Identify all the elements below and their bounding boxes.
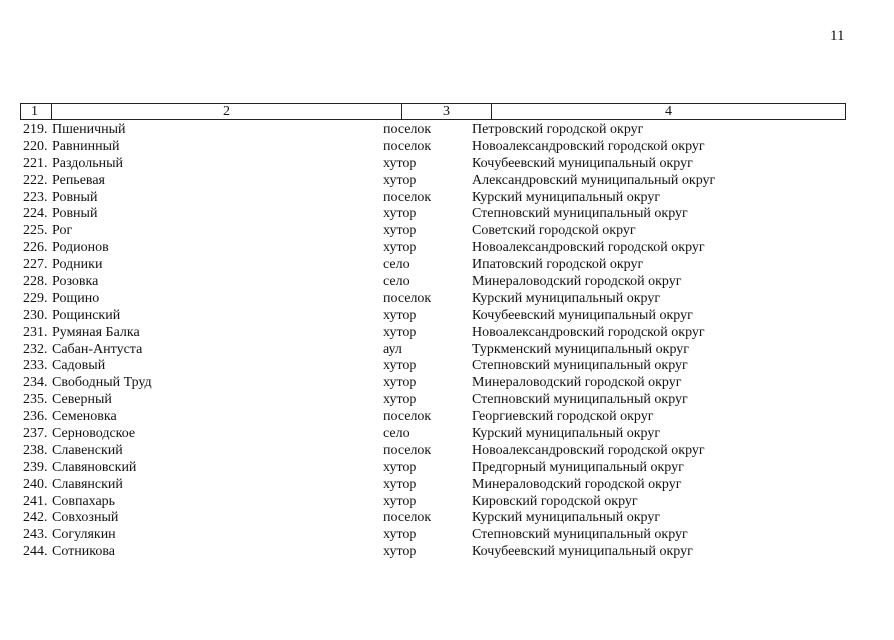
- table-row: [0, 408, 894, 425]
- district-name: Степновский муниципальный округ: [472, 527, 688, 543]
- table-row: [0, 509, 894, 526]
- district-name: Кочубеевский муниципальный округ: [472, 544, 693, 560]
- settlement-type: хутор: [383, 240, 417, 256]
- district-name: Курский муниципальный округ: [472, 189, 661, 205]
- row-number: 235.: [23, 392, 48, 408]
- row-number: 229.: [23, 290, 48, 306]
- settlement-type: хутор: [383, 155, 417, 171]
- row-number: 241.: [23, 493, 48, 509]
- table-row: [0, 459, 894, 476]
- table-row: [0, 391, 894, 408]
- settlement-type: поселок: [383, 442, 432, 458]
- district-name: Степновский муниципальный округ: [472, 358, 688, 374]
- row-number: 221.: [23, 155, 48, 171]
- settlement-type: хутор: [383, 493, 417, 509]
- row-number: 228.: [23, 274, 48, 290]
- settlement-name: Рощино: [52, 290, 100, 306]
- settlement-type: хутор: [383, 324, 417, 340]
- district-name: Курский муниципальный округ: [472, 426, 661, 442]
- table-row: [0, 543, 894, 560]
- table-row: [0, 476, 894, 493]
- district-name: Георгиевский городской округ: [472, 409, 654, 425]
- table-row: [0, 324, 894, 341]
- district-name: Туркменский муниципальный округ: [472, 341, 689, 357]
- district-name: Степновский муниципальный округ: [472, 206, 688, 222]
- district-name: Минераловодский городской округ: [472, 476, 682, 492]
- district-name: Предгорный муниципальный округ: [472, 459, 684, 475]
- settlement-type: поселок: [383, 189, 432, 205]
- settlement-type: поселок: [383, 510, 432, 526]
- district-name: Петровский городской округ: [472, 122, 644, 137]
- row-number: 226.: [23, 240, 48, 256]
- settlement-name: Родники: [52, 257, 103, 273]
- district-name: Курский муниципальный округ: [472, 290, 661, 306]
- settlement-type: хутор: [383, 375, 417, 391]
- settlement-type: поселок: [383, 138, 432, 154]
- table-row: [0, 189, 894, 206]
- settlement-name: Рог: [52, 223, 73, 239]
- settlement-name: Пшеничный: [52, 122, 126, 137]
- settlement-name: Славяновский: [52, 459, 137, 475]
- settlement-name: Славенский: [52, 442, 123, 458]
- row-number: 219.: [23, 122, 48, 137]
- settlement-type: поселок: [383, 290, 432, 306]
- district-name: Новоалександровский городской округ: [472, 240, 705, 256]
- district-name: Александровский муниципальный округ: [472, 172, 716, 188]
- table-header: [20, 103, 846, 120]
- table-row: [0, 273, 894, 290]
- row-number: 240.: [23, 476, 48, 492]
- district-name: Советский городской округ: [472, 223, 636, 239]
- row-number: 233.: [23, 358, 48, 374]
- row-number: 225.: [23, 223, 48, 239]
- row-number: 237.: [23, 426, 48, 442]
- table-row: [0, 138, 894, 155]
- row-number: 227.: [23, 257, 48, 273]
- settlement-name: Свободный Труд: [52, 375, 152, 391]
- row-number: 234.: [23, 375, 48, 391]
- settlement-name: Славянский: [52, 476, 123, 492]
- settlement-type: хутор: [383, 544, 417, 560]
- row-number: 220.: [23, 138, 48, 154]
- settlement-name: Совпахарь: [52, 493, 116, 509]
- table-row: [0, 357, 894, 374]
- table-row: [0, 239, 894, 256]
- row-number: 222.: [23, 172, 48, 188]
- settlement-name: Ровный: [52, 206, 98, 222]
- table-row: [0, 307, 894, 324]
- row-number: 243.: [23, 527, 48, 543]
- row-number: 238.: [23, 442, 48, 458]
- settlement-name: Репьевая: [52, 172, 105, 188]
- table-row: [0, 341, 894, 358]
- settlement-type: село: [383, 257, 410, 273]
- table-row: [0, 442, 894, 459]
- settlement-name: Румяная Балка: [52, 324, 140, 340]
- settlement-name: Ровный: [52, 189, 98, 205]
- settlement-type: хутор: [383, 358, 417, 374]
- settlement-type: село: [383, 274, 410, 290]
- settlement-type: хутор: [383, 172, 417, 188]
- district-name: Курский муниципальный округ: [472, 510, 661, 526]
- district-name: Степновский муниципальный округ: [472, 392, 688, 408]
- row-number: 224.: [23, 206, 48, 222]
- table-row: [0, 256, 894, 273]
- row-number: 231.: [23, 324, 48, 340]
- district-name: Кочубеевский муниципальный округ: [472, 307, 693, 323]
- district-name: Новоалександровский городской округ: [472, 442, 705, 458]
- settlement-name: Согулякин: [52, 527, 116, 543]
- settlement-name: Сотникова: [52, 544, 115, 560]
- header-cell-1: 1: [21, 104, 52, 119]
- settlement-name: Раздольный: [52, 155, 123, 171]
- table-row: [0, 290, 894, 307]
- row-number: 232.: [23, 341, 48, 357]
- row-number: 236.: [23, 409, 48, 425]
- table-row: [0, 526, 894, 543]
- settlement-name: Равнинный: [52, 138, 120, 154]
- table-row: [0, 155, 894, 172]
- header-cell-3: 3: [402, 104, 492, 119]
- settlement-type: поселок: [383, 122, 432, 137]
- settlement-type: хутор: [383, 307, 417, 323]
- row-number: 223.: [23, 189, 48, 205]
- district-name: Ипатовский городской округ: [472, 257, 644, 273]
- district-name: Новоалександровский городской округ: [472, 138, 705, 154]
- header-cell-2: 2: [52, 104, 402, 119]
- district-name: Минераловодский городской округ: [472, 375, 682, 391]
- settlement-type: хутор: [383, 459, 417, 475]
- table-row: [0, 205, 894, 222]
- row-number: 239.: [23, 459, 48, 475]
- settlement-type: хутор: [383, 476, 417, 492]
- table-row: [0, 374, 894, 391]
- settlement-name: Родионов: [52, 240, 109, 256]
- settlement-name: Рощинский: [52, 307, 121, 323]
- district-name: Кочубеевский муниципальный округ: [472, 155, 693, 171]
- table-body: [0, 121, 894, 560]
- settlement-type: хутор: [383, 206, 417, 222]
- settlement-name: Сабан-Антуста: [52, 341, 143, 357]
- table-row: [0, 425, 894, 442]
- settlement-name: Семеновка: [52, 409, 117, 425]
- settlement-type: хутор: [383, 223, 417, 239]
- district-name: Кировский городской округ: [472, 493, 638, 509]
- table-row: [0, 493, 894, 510]
- settlement-name: Садовый: [52, 358, 106, 374]
- table-row: [0, 222, 894, 239]
- row-number: 244.: [23, 544, 48, 560]
- settlement-name: Серноводское: [52, 426, 136, 442]
- district-name: Минераловодский городской округ: [472, 274, 682, 290]
- settlement-type: село: [383, 426, 410, 442]
- row-number: 230.: [23, 307, 48, 323]
- table-row: [0, 121, 894, 138]
- settlement-type: хутор: [383, 527, 417, 543]
- settlement-type: поселок: [383, 409, 432, 425]
- settlement-name: Северный: [52, 392, 112, 408]
- settlement-name: Розовка: [52, 274, 99, 290]
- table-row: [0, 172, 894, 189]
- settlement-name: Совхозный: [52, 510, 119, 526]
- district-name: Новоалександровский городской округ: [472, 324, 705, 340]
- header-cell-4: 4: [665, 104, 672, 119]
- page-number: 11: [830, 28, 845, 44]
- row-number: 242.: [23, 510, 48, 526]
- settlement-type: аул: [383, 341, 402, 357]
- settlement-type: хутор: [383, 392, 417, 408]
